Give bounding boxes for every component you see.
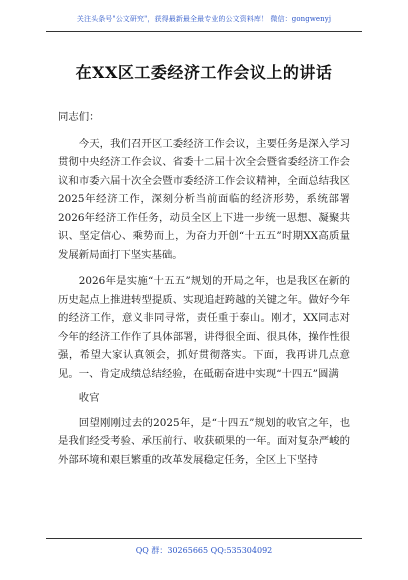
greeting: 同志们： (58, 111, 100, 123)
paragraph-heading-tail: 收官 (78, 392, 100, 404)
footer-contact-note: QQ 群：30265665 QQ:535304092 (135, 546, 273, 555)
header-promo-note: 关注头条号"公文研究"，获得最新最全最专业的公文资料库！ 微信：gongwenyj (76, 15, 332, 23)
paragraph-review: 回望刚刚过去的2025年，是“十四五”规划的收官之年，也是我们经受考验、承压前行、收获硕果的一年。面对复杂严峻的外部环境和艰巨繁重的改革发展稳定任务，全区上下坚持 (58, 416, 350, 466)
header-divider (46, 31, 362, 32)
paragraph-intro: 今天，我们召开区工委经济工作会议，主要任务是深入学习贯彻中央经济工作会议、省委十二届十次全会暨省委经济工作会议和市委六届十次全会暨市委经济工作会议精神，全面总结我区2025年经济工作，深刻分析当前面临的经济形势，系统部署2026年经济工作任务，动员全区上下进一步统一思想、凝聚共识、坚定信心、乘势而上，为奋力开创“十五五”时期XX高质量发展新局面打下坚实基础。 (58, 137, 350, 261)
paragraph-outlook: 2026年是实施“十五五”规划的开局之年，也是我区在新的历史起点上推进转型提质、实现追赶跨越的关键之年。做好今年的经济工作，意义非同寻常，责任重于泰山。刚才，XX同志对今年的经济工作作了具体部署，讲得很全面、很具体，操作性很强，希望大家认真领会，抓好贯彻落实。下面，我再讲几点意见。一、肯定成绩总结经验，在砥砺奋进中实现“十四五”圆满 (58, 275, 350, 380)
document-title: 在XX区工委经济工作会议上的讲话 (75, 63, 333, 82)
document-body (58, 108, 350, 469)
footer-divider (46, 538, 362, 539)
